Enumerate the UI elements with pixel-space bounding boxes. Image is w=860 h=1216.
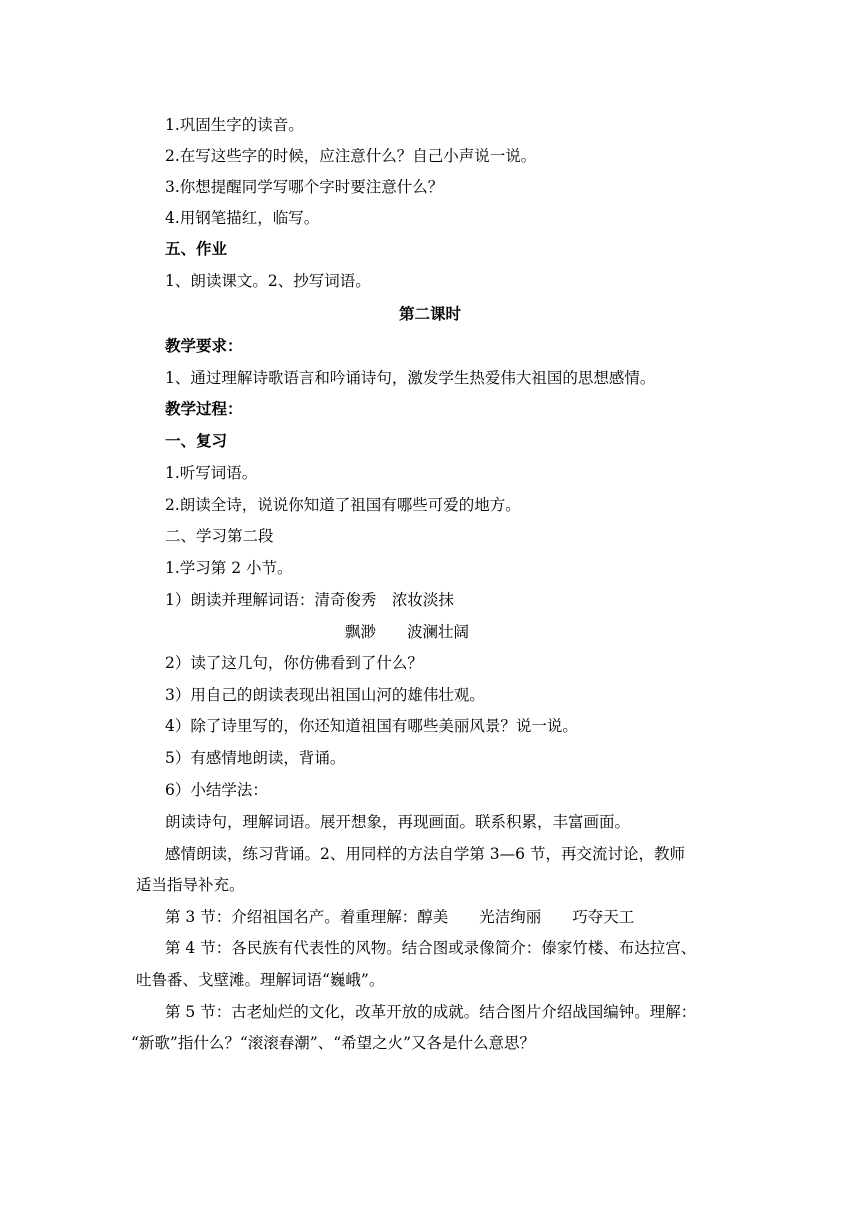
text-line-vocab-2: 飘渺 波澜壮阔 [345, 623, 470, 641]
text-line-read-aloud: 3）用自己的朗读表现出祖国山河的雄伟壮观。 [165, 686, 485, 704]
text-line-4: 4.用钢笔描红，临写。 [165, 209, 320, 227]
text-line-summary: 6）小结学法： [165, 781, 268, 799]
text-line-read-poem: 2.朗读全诗，说说你知道了祖国有哪些可爱的地方。 [165, 496, 521, 514]
text-line-dictation: 1.听写词语。 [165, 464, 258, 482]
text-line-1: 1.巩固生字的读音。 [165, 116, 304, 134]
text-line-section-2: 1.学习第 2 小节。 [165, 559, 293, 577]
text-line-section-3: 第 3 节：介绍祖国名产。着重理解：醇美 光洁绚丽 巧夺天工 [165, 908, 635, 926]
text-line-recite: 5）有感情地朗读，背诵。 [165, 749, 346, 767]
heading-teaching-process: 教学过程： [165, 400, 243, 418]
text-line-vocab-1: 1）朗读并理解词语：清奇俊秀 浓妆淡抹 [165, 591, 454, 609]
text-line-homework: 1、朗读课文。2、抄写词语。 [165, 272, 371, 290]
heading-second-part: 二、学习第二段 [165, 527, 274, 545]
text-line-2: 2.在写这些字的时候，应注意什么？自己小声说一说。 [165, 147, 537, 165]
text-line-3: 3.你想提醒同学写哪个字时要注意什么？ [165, 178, 444, 196]
text-line-self-study: 感情朗读，练习背诵。2、用同样的方法自学第 3—6 节，再交流讨论，教师 [165, 845, 685, 863]
lesson-title: 第二课时 [398, 305, 461, 323]
text-line-requirement: 1、通过理解诗歌语言和吟诵诗句，激发学生热爱伟大祖国的思想感情。 [165, 369, 656, 387]
text-line-scenery: 4）除了诗里写的，你还知道祖国有哪些美丽风景？说一说。 [165, 717, 578, 735]
text-line-section-5-cont: “新歌”指什么？“滚滚春潮”、“希望之火”又各是什么意思？ [131, 1034, 536, 1052]
text-line-imagine: 2）读了这几句，你仿佛看到了什么？ [165, 654, 423, 672]
text-line-method: 朗读诗句，理解词语。展开想象，再现画面。联系积累，丰富画面。 [165, 813, 631, 831]
text-line-section-4-cont: 吐鲁番、戈壁滩。理解词语“巍峨”。 [136, 971, 385, 989]
section-heading-homework: 五、作业 [165, 240, 228, 258]
heading-teaching-requirements: 教学要求： [165, 337, 243, 355]
text-line-section-4: 第 4 节：各民族有代表性的风物。结合图或录像简介：傣家竹楼、布达拉宫、 [165, 939, 697, 957]
text-line-section-5: 第 5 节：古老灿烂的文化，改革开放的成就。结合图片介绍战国编钟。理解： [165, 1003, 697, 1021]
heading-review: 一、复习 [165, 432, 228, 450]
text-line-self-study-cont: 适当指导补充。 [136, 876, 245, 894]
